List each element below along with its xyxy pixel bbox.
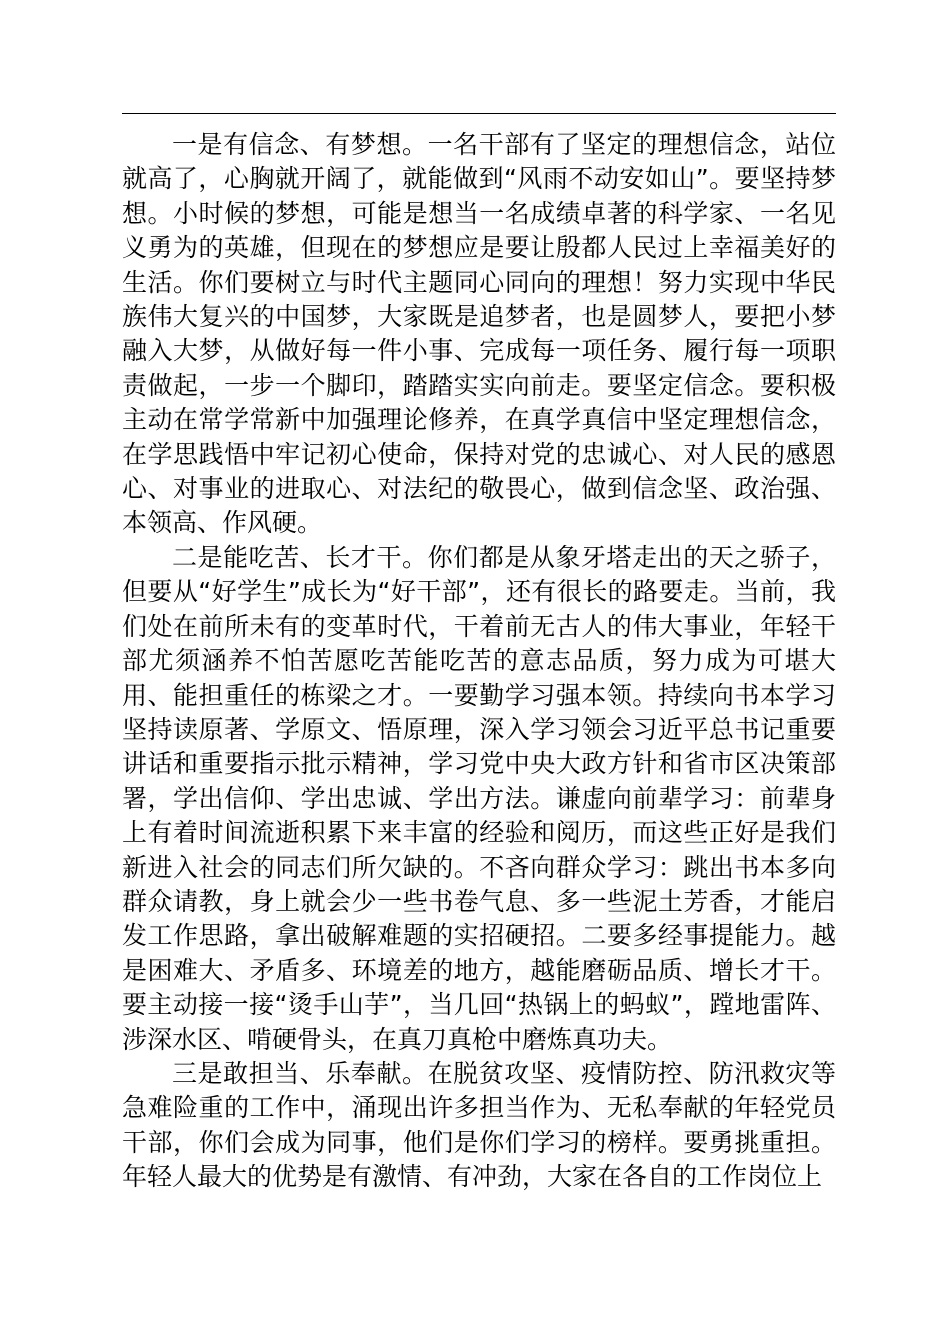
paragraph-belief: 一是有信念、有梦想。一名干部有了坚定的理想信念，站位就高了，心胸就开阔了，就能做到“风雨不动安如山”。要坚持梦想。小时候的梦想，可能是想当一名成绩卓著的科学家、一名见义勇为的英雄，但现在的梦想应是要让殷都人民过上幸福美好的生活。你们要树立与时代主题同心同向的理想！努力实现中华民族伟大复兴的中国梦，大家既是追梦者，也是圆梦人，要把小梦融入大梦，从做好每一件小事、完成每一项任务、履行每一项职责做起，一步一个脚印，踏踏实实向前走。要坚定信念。要积极主动在常学常新中加强理论修养，在真学真信中坚定理想信念，在学思践悟中牢记初心使命，保持对党的忠诚心、对人民的感恩心、对事业的进取心、对法纪的敬畏心，做到信念坚、政治强、本领高、作风硬。 [122, 130, 836, 538]
document-body [122, 128, 836, 1195]
header-rule [122, 113, 836, 114]
paragraph-responsibility: 三是敢担当、乐奉献。在脱贫攻坚、疫情防控、防汛救灾等急难险重的工作中，涌现出许多担当作为、无私奉献的年轻党员干部，你们会成为同事，他们是你们学习的榜样。要勇挑重担。年轻人最大的优势是有激情、有冲劲，大家在各自的工作岗位上 [122, 1058, 836, 1192]
paragraph-hardship: 二是能吃苦、长才干。你们都是从象牙塔走出的天之骄子，但要从“好学生”成长为“好干部”，还有很长的路要走。当前，我们处在前所未有的变革时代，干着前无古人的伟大事业，年轻干部尤须涵养不怕苦愿吃苦能吃苦的意志品质，努力成为可堪大用、能担重任的栋梁之才。一要勤学习强本领。持续向书本学习坚持读原著、学原文、悟原理，深入学习领会习近平总书记重要讲话和重要指示批示精神，学习党中央大政方针和省市区决策部署，学出信仰、学出忠诚、学出方法。谦虚向前辈学习：前辈身上有着时间流逝积累下来丰富的经验和阅历，而这些正好是我们新进入社会的同志们所欠缺的。不吝向群众学习：跳出书本多向群众请教，身上就会少一些书卷气息、多一些泥土芳香，才能启发工作思路，拿出破解难题的实招硬招。二要多经事提能力。越是困难大、矛盾多、环境差的地方，越能磨砺品质、增长才干。要主动接一接“烫手山芋”，当几回“热锅上的蚂蚁”，蹚地雷阵、涉深水区、啃硬骨头，在真刀真枪中磨炼真功夫。 [122, 542, 836, 1054]
